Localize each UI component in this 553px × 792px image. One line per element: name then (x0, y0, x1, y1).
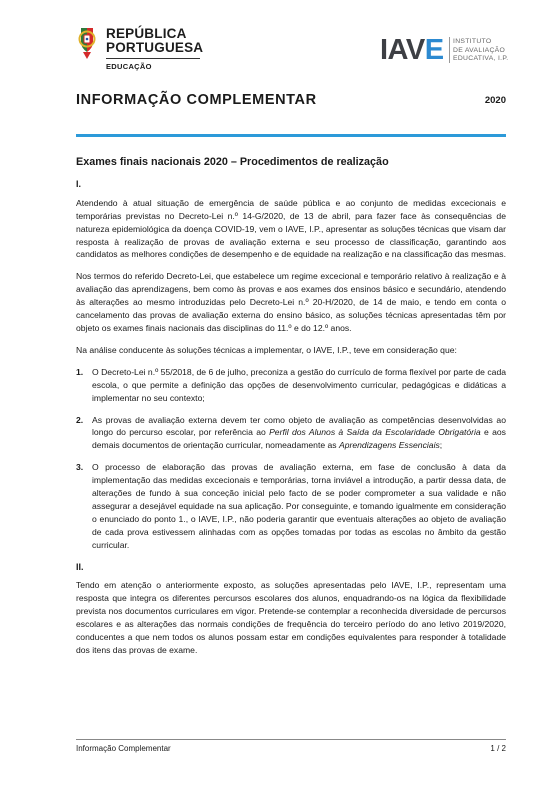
list-item-number: 1. (76, 366, 84, 377)
footer-divider (76, 739, 506, 740)
republica-portuguesa-logo (76, 24, 226, 76)
title-row (76, 92, 506, 112)
emphasis-aprendizagens: Aprendizagens Essenciais (338, 440, 440, 451)
list-item-text-part: ; (439, 440, 443, 451)
document-title: INFORMAÇÃO COMPLEMENTAR (76, 92, 317, 108)
list-item (76, 414, 506, 453)
section-2-label: II. (76, 561, 84, 572)
republica-portuguesa-text (106, 27, 203, 55)
institute-name (453, 38, 509, 64)
list-item-number: 2. (76, 414, 84, 425)
list-item-text: O processo de elaboração das provas de avaliação externa, em fase de conclusão à data da implementação das medidas excecionais e temporárias, torna inviável a introdução, a partir dessa data, de alterações de fundo à sua conceção inicial pelo facto de se poder comprometer a sua validade e não assegurar a desejável equidade na sua aplicação. Por conseguinte, e tomando igualmente em consideração o enunciado do ponto 1., o IAVE, I.P., não poderia garantir que eventuais alterações ao objeto de avaliação de cada prova estivessem alinhadas com as opções tomadas por todas as escolas no âmbito da gestão curricular. (92, 462, 506, 550)
page-number: 1 / 2 (490, 744, 506, 753)
list-item-number: 3. (76, 462, 84, 473)
institute-line-1: INSTITUTO (453, 38, 492, 45)
list-item-text (92, 415, 506, 451)
considerations-list (76, 366, 506, 552)
list-item-text: O Decreto-Lei n.º 55/2018, de 6 de julho, preconiza a gestão do currículo de forma flexível por parte de cada escola, o que permite a definição das opções de desenvolvimento curricular, pedagógicas e didáticas a implementar no seu contexto; (92, 366, 506, 403)
title-divider (76, 134, 506, 137)
list-item (76, 366, 506, 405)
logo-divider (106, 58, 200, 59)
list-item-text-part: As provas de avaliação externa devem ter como objeto de avaliação as competências desenvolvidas ao longo do percurso escolar, por referência ao (92, 414, 506, 438)
document-body (76, 156, 506, 666)
footer-label: Informação Complementar (76, 744, 171, 753)
coat-of-arms-icon (76, 26, 98, 60)
iave-wordmark-main: IAV (380, 34, 425, 66)
iave-logo-divider (449, 37, 450, 63)
institute-line-2: DE AVALIAÇÃO (453, 46, 506, 54)
iave-wordmark-e: E (424, 34, 444, 66)
emphasis-perfil: Perfil dos Alunos à Saída da Escolaridade Obrigatória (269, 427, 481, 438)
paragraph-1: Atendendo à atual situação de emergência de saúde pública e ao conjunto de medidas excecionais e temporárias previstas no Decreto-Lei n.º 14-G/2020, de 13 de abril, para fazer face às consequências de natureza epidemiológica da doença COVID-19, vem o IAVE, I.P., apresentar as soluções técnicas que visam dar resposta à realização de provas de avaliação externa e seu processo de classificação, garantindo aos candidatos as melhores condições de desempenho e de equidade na realização e na classificação das mesmas. (76, 197, 506, 260)
ministry-label: EDUCAÇÃO (106, 62, 152, 71)
section-1-label: I. (76, 178, 82, 189)
list-item (76, 461, 506, 551)
paragraph-4: Tendo em atenção o anteriormente exposto, as soluções apresentadas pelo IAVE, I.P., representam uma resposta que integra os diferentes percursos escolares dos alunos, enquadrando-os na lógica da flexibilidade prevista nos documentos curriculares em vigor. Pretende-se contemplar a reconhecida diversidade de percursos escolares e as alterações das normais condições de frequência do terceiro período do ano letivo 2019/2020, conducentes a que nem todos os alunos possam estar em condições equivalentes para responder à totalidade dos itens das provas de exame. (76, 580, 506, 655)
iave-wordmark (380, 35, 444, 65)
institute-line-3: EDUCATIVA, I.P. (453, 55, 509, 62)
document-year: 2020 (484, 95, 506, 106)
list-item-text-part: e aos demais documentos de orientação curricular, nomeadamente as (92, 427, 506, 451)
republic-line-1: REPÚBLICA (106, 26, 187, 41)
republic-line-2: PORTUGUESA (106, 40, 204, 55)
document-subtitle: Exames finais nacionais 2020 – Procedimentos de realização (76, 156, 389, 168)
paragraph-3: Na análise conducente às soluções técnicas a implementar, o IAVE, I.P., teve em consideração que: (76, 344, 457, 355)
paragraph-2: Nos termos do referido Decreto-Lei, que estabelece um regime excecional e temporário relativo à realização e à avaliação das aprendizagens, bem como às provas e aos exames dos ensinos básico e secundário, atendendo às alterações ao mesmo introduzidas pelo Decreto-Lei n.º 20-H/2020, de 14 de maio, e tendo em conta o cancelamento das provas de avaliação externa do ensino básico, as soluções técnicas apresentadas têm por objeto os exames finais nacionais das disciplinas do 11.º e do 12.º anos. (76, 271, 506, 333)
iave-logo (380, 35, 510, 67)
